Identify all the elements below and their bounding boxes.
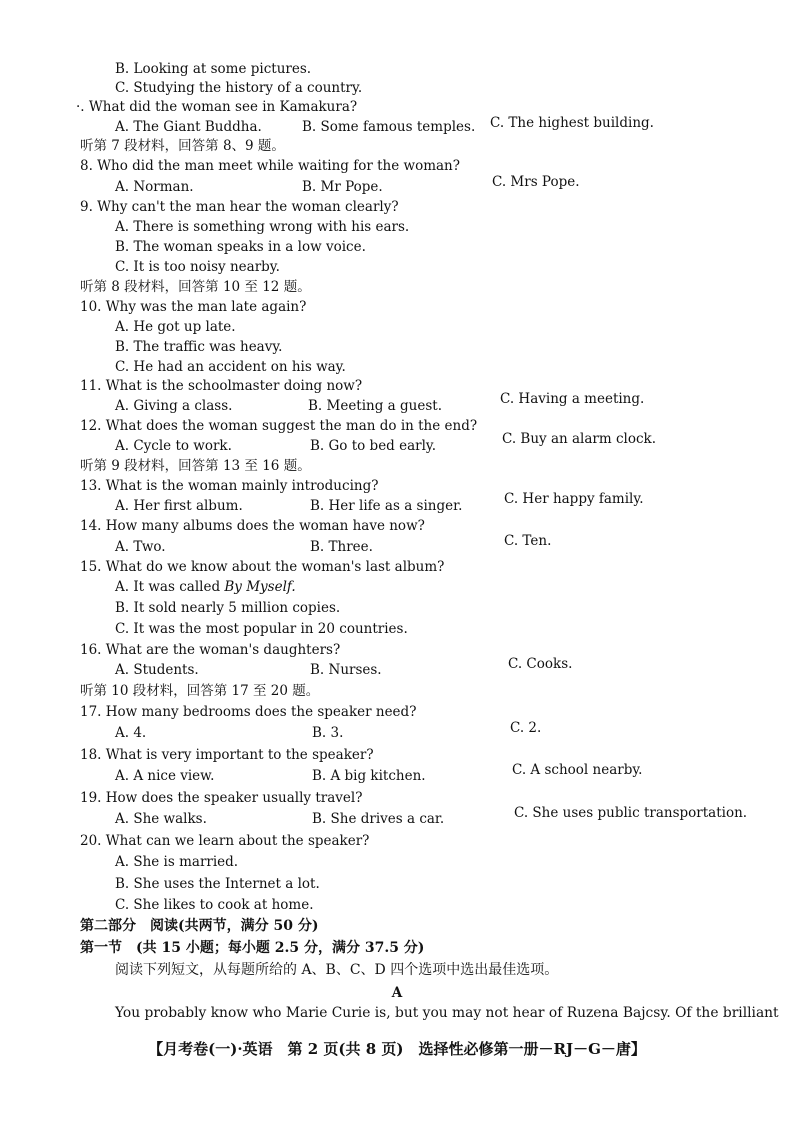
option-a: A. Giving a class. xyxy=(115,398,233,414)
question-20: 20. What can we learn about the speaker? xyxy=(80,833,370,849)
passage-text: You probably know who Marie Curie is, but you may not hear of Ruzena Bajcsy. Of the brilliant xyxy=(115,1005,779,1021)
question-13: 13. What is the woman mainly introducing? xyxy=(80,478,379,494)
question-16: 16. What are the woman's daughters? xyxy=(80,642,341,658)
option-b: B. The woman speaks in a low voice. xyxy=(115,239,366,255)
option-b: B. Nurses. xyxy=(310,662,382,678)
option-line: C. Studying the history of a country. xyxy=(115,80,363,96)
section-heading: 听第 9 段材料，回答第 13 至 16 题。 xyxy=(80,458,311,474)
option-text: A. It was called xyxy=(115,579,225,595)
option-c: C. Cooks. xyxy=(508,656,573,672)
question-14: 14. How many albums does the woman have now? xyxy=(80,518,425,534)
option-b: B. She uses the Internet a lot. xyxy=(115,876,320,892)
option-c: C. 2. xyxy=(510,720,542,736)
option-a: A. A nice view. xyxy=(115,768,215,784)
option-a: A. Students. xyxy=(115,662,199,678)
option-c: C. She likes to cook at home. xyxy=(115,897,314,913)
option-a: A. 4. xyxy=(115,725,147,741)
option-c: C. It was the most popular in 20 countries. xyxy=(115,621,408,637)
option-a: A. Her first album. xyxy=(115,498,243,514)
section-heading: 听第 7 段材料，回答第 8、9 题。 xyxy=(80,138,285,154)
option-a xyxy=(115,578,296,596)
section-heading: 听第 8 段材料，回答第 10 至 12 题。 xyxy=(80,279,311,295)
question-18: 18. What is very important to the speaker? xyxy=(80,747,374,763)
page-footer: 【月考卷(一)·英语 第 2 页(共 8 页) 选择性必修第一册－RJ－G－唐】 xyxy=(148,1040,646,1058)
option-c: C. A school nearby. xyxy=(512,762,643,778)
option-a: A. The Giant Buddha. xyxy=(115,119,262,135)
passage-label: A xyxy=(391,985,403,1001)
question-11: 11. What is the schoolmaster doing now? xyxy=(80,378,363,394)
question-12: 12. What does the woman suggest the man do in the end? xyxy=(80,418,478,434)
option-b: B. She drives a car. xyxy=(312,811,445,827)
section-heading: 听第 10 段材料，回答第 17 至 20 题。 xyxy=(80,683,320,699)
option-b: B. It sold nearly 5 million copies. xyxy=(115,600,341,616)
option-b: B. Mr Pope. xyxy=(302,179,383,195)
option-b: B. Her life as a singer. xyxy=(310,498,463,514)
option-c: C. It is too noisy nearby. xyxy=(115,259,280,275)
option-b: B. 3. xyxy=(312,725,344,741)
part-heading: 第二部分 阅读(共两节，满分 50 分) xyxy=(80,918,319,934)
option-a: A. Cycle to work. xyxy=(115,438,232,454)
option-a: A. Norman. xyxy=(115,179,194,195)
option-b: B. A big kitchen. xyxy=(312,768,426,784)
option-c: C. Having a meeting. xyxy=(500,391,645,407)
question-19: 19. How does the speaker usually travel? xyxy=(80,790,363,806)
option-c: C. The highest building. xyxy=(490,115,654,131)
option-a: A. Two. xyxy=(115,539,166,555)
option-a: A. He got up late. xyxy=(115,319,236,335)
option-c: C. Buy an alarm clock. xyxy=(502,431,656,447)
option-b: B. Meeting a guest. xyxy=(308,398,442,414)
option-b: B. Some famous temples. xyxy=(302,119,476,135)
question-10: 10. Why was the man late again? xyxy=(80,299,307,315)
question-15: 15. What do we know about the woman's last album? xyxy=(80,559,445,575)
option-c: C. Ten. xyxy=(504,533,552,549)
option-c: C. She uses public transportation. xyxy=(514,805,748,821)
option-b: B. The traffic was heavy. xyxy=(115,339,283,355)
question-8: 8. Who did the man meet while waiting for the woman? xyxy=(80,158,460,174)
option-a: A. She is married. xyxy=(115,854,239,870)
question-7: ·. What did the woman see in Kamakura? xyxy=(76,99,358,115)
option-a: A. She walks. xyxy=(115,811,207,827)
question-17: 17. How many bedrooms does the speaker need? xyxy=(80,704,417,720)
option-c: C. Her happy family. xyxy=(504,491,644,507)
option-c: C. Mrs Pope. xyxy=(492,174,580,190)
question-9: 9. Why can't the man hear the woman clearly? xyxy=(80,199,399,215)
section-heading: 第一节 (共 15 小题；每小题 2.5 分，满分 37.5 分) xyxy=(80,940,425,956)
album-title: By Myself. xyxy=(224,579,296,595)
option-line: B. Looking at some pictures. xyxy=(115,61,312,77)
option-c: C. He had an accident on his way. xyxy=(115,359,346,375)
instructions: 阅读下列短文，从每题所给的 A、B、C、D 四个选项中选出最佳选项。 xyxy=(115,962,559,978)
option-b: B. Go to bed early. xyxy=(310,438,437,454)
option-b: B. Three. xyxy=(310,539,373,555)
option-a: A. There is something wrong with his ears. xyxy=(115,219,410,235)
